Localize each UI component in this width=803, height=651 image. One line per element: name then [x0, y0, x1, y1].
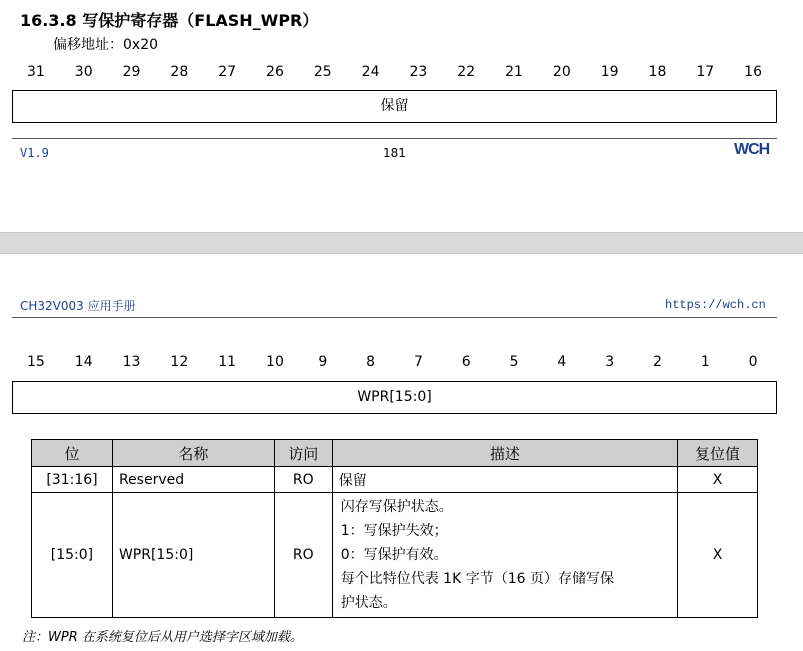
- bit-number: 2: [653, 354, 662, 370]
- description-line: 闪存写保护状态。: [340, 499, 453, 515]
- bit-number: 28: [170, 64, 189, 80]
- bit-number: 14: [74, 354, 93, 370]
- col-header-access: 访问: [274, 440, 332, 467]
- table-header-row: [32, 440, 758, 467]
- bit-number: 18: [648, 64, 667, 80]
- description-line: 1：写保护失效；: [340, 523, 448, 539]
- bit-number: 31: [26, 64, 45, 80]
- bit-number: 4: [557, 354, 567, 370]
- table-row: [32, 467, 758, 493]
- cell-bits: [15:0]: [32, 493, 113, 618]
- cell-description: [332, 493, 677, 618]
- footer-page-number: 181: [383, 146, 406, 160]
- offset-address: 偏移地址：0x20: [53, 37, 159, 53]
- bit-number: 26: [266, 64, 284, 80]
- bit-number: 9: [318, 354, 328, 370]
- cell-name: Reserved: [112, 467, 274, 493]
- cell-reset: X: [678, 493, 758, 618]
- bit-number: 22: [457, 64, 476, 80]
- bit-number: 10: [266, 354, 284, 370]
- bit-number: 12: [170, 354, 189, 370]
- col-header-bits: 位: [32, 440, 113, 467]
- section-title: 16.3.8 写保护寄存器（FLASH_WPR）: [20, 11, 319, 30]
- bit-number: 21: [505, 64, 523, 80]
- wch-logo: WCH: [734, 141, 770, 158]
- table-row: [32, 493, 758, 618]
- bit-number: 27: [218, 64, 237, 80]
- bit-number: 3: [605, 354, 615, 370]
- col-header-description: 描述: [332, 440, 677, 467]
- bit-numbers-low: [12, 354, 777, 370]
- bit-number: 0: [748, 354, 758, 370]
- footer-rule: [12, 138, 777, 139]
- bit-number: 16: [744, 64, 762, 80]
- bit-number: 24: [361, 64, 380, 80]
- cell-bits: [31:16]: [32, 467, 113, 493]
- footer-version: V1.9: [20, 146, 49, 160]
- cell-description: 保留: [332, 467, 677, 493]
- bit-number: 29: [122, 64, 141, 80]
- bit-number: 1: [700, 354, 710, 370]
- bit-number: 23: [409, 64, 428, 80]
- bit-number: 19: [600, 64, 619, 80]
- bit-number: 6: [461, 354, 471, 370]
- col-header-reset: 复位值: [678, 440, 758, 467]
- bit-numbers-high: [12, 64, 777, 80]
- bit-number: 20: [552, 64, 571, 80]
- register-description-table: [31, 439, 758, 618]
- cell-access: RO: [274, 467, 332, 493]
- header-rule: [12, 317, 777, 318]
- cell-reset: X: [678, 467, 758, 493]
- bit-number: 8: [366, 354, 376, 370]
- bit-number: 30: [74, 64, 93, 80]
- register-field-wpr: WPR[15:0]: [12, 381, 777, 414]
- bit-number: 13: [122, 354, 141, 370]
- register-field-reserved: 保留: [12, 90, 777, 123]
- description-line: 每个比特位代表 1K 字节（16 页）存储写保: [340, 571, 614, 587]
- bit-number: 5: [509, 354, 519, 370]
- bit-number: 25: [313, 64, 332, 80]
- description-line: 护状态。: [340, 595, 397, 611]
- cell-name: WPR[15:0]: [112, 493, 274, 618]
- bit-number: 17: [696, 64, 715, 80]
- header-doc-title: CH32V003 应用手册: [20, 299, 136, 313]
- page-separator: [0, 232, 803, 254]
- bit-number: 15: [26, 354, 45, 370]
- col-header-name: 名称: [112, 440, 274, 467]
- footnote: 注：WPR 在系统复位后从用户选择字区域加载。: [22, 630, 303, 645]
- header-url-link[interactable]: https://wch.cn: [665, 298, 766, 312]
- bit-number: 7: [413, 354, 423, 370]
- description-line: 0：写保护有效。: [340, 547, 448, 563]
- cell-access: RO: [274, 493, 332, 618]
- bit-number: 11: [218, 354, 237, 370]
